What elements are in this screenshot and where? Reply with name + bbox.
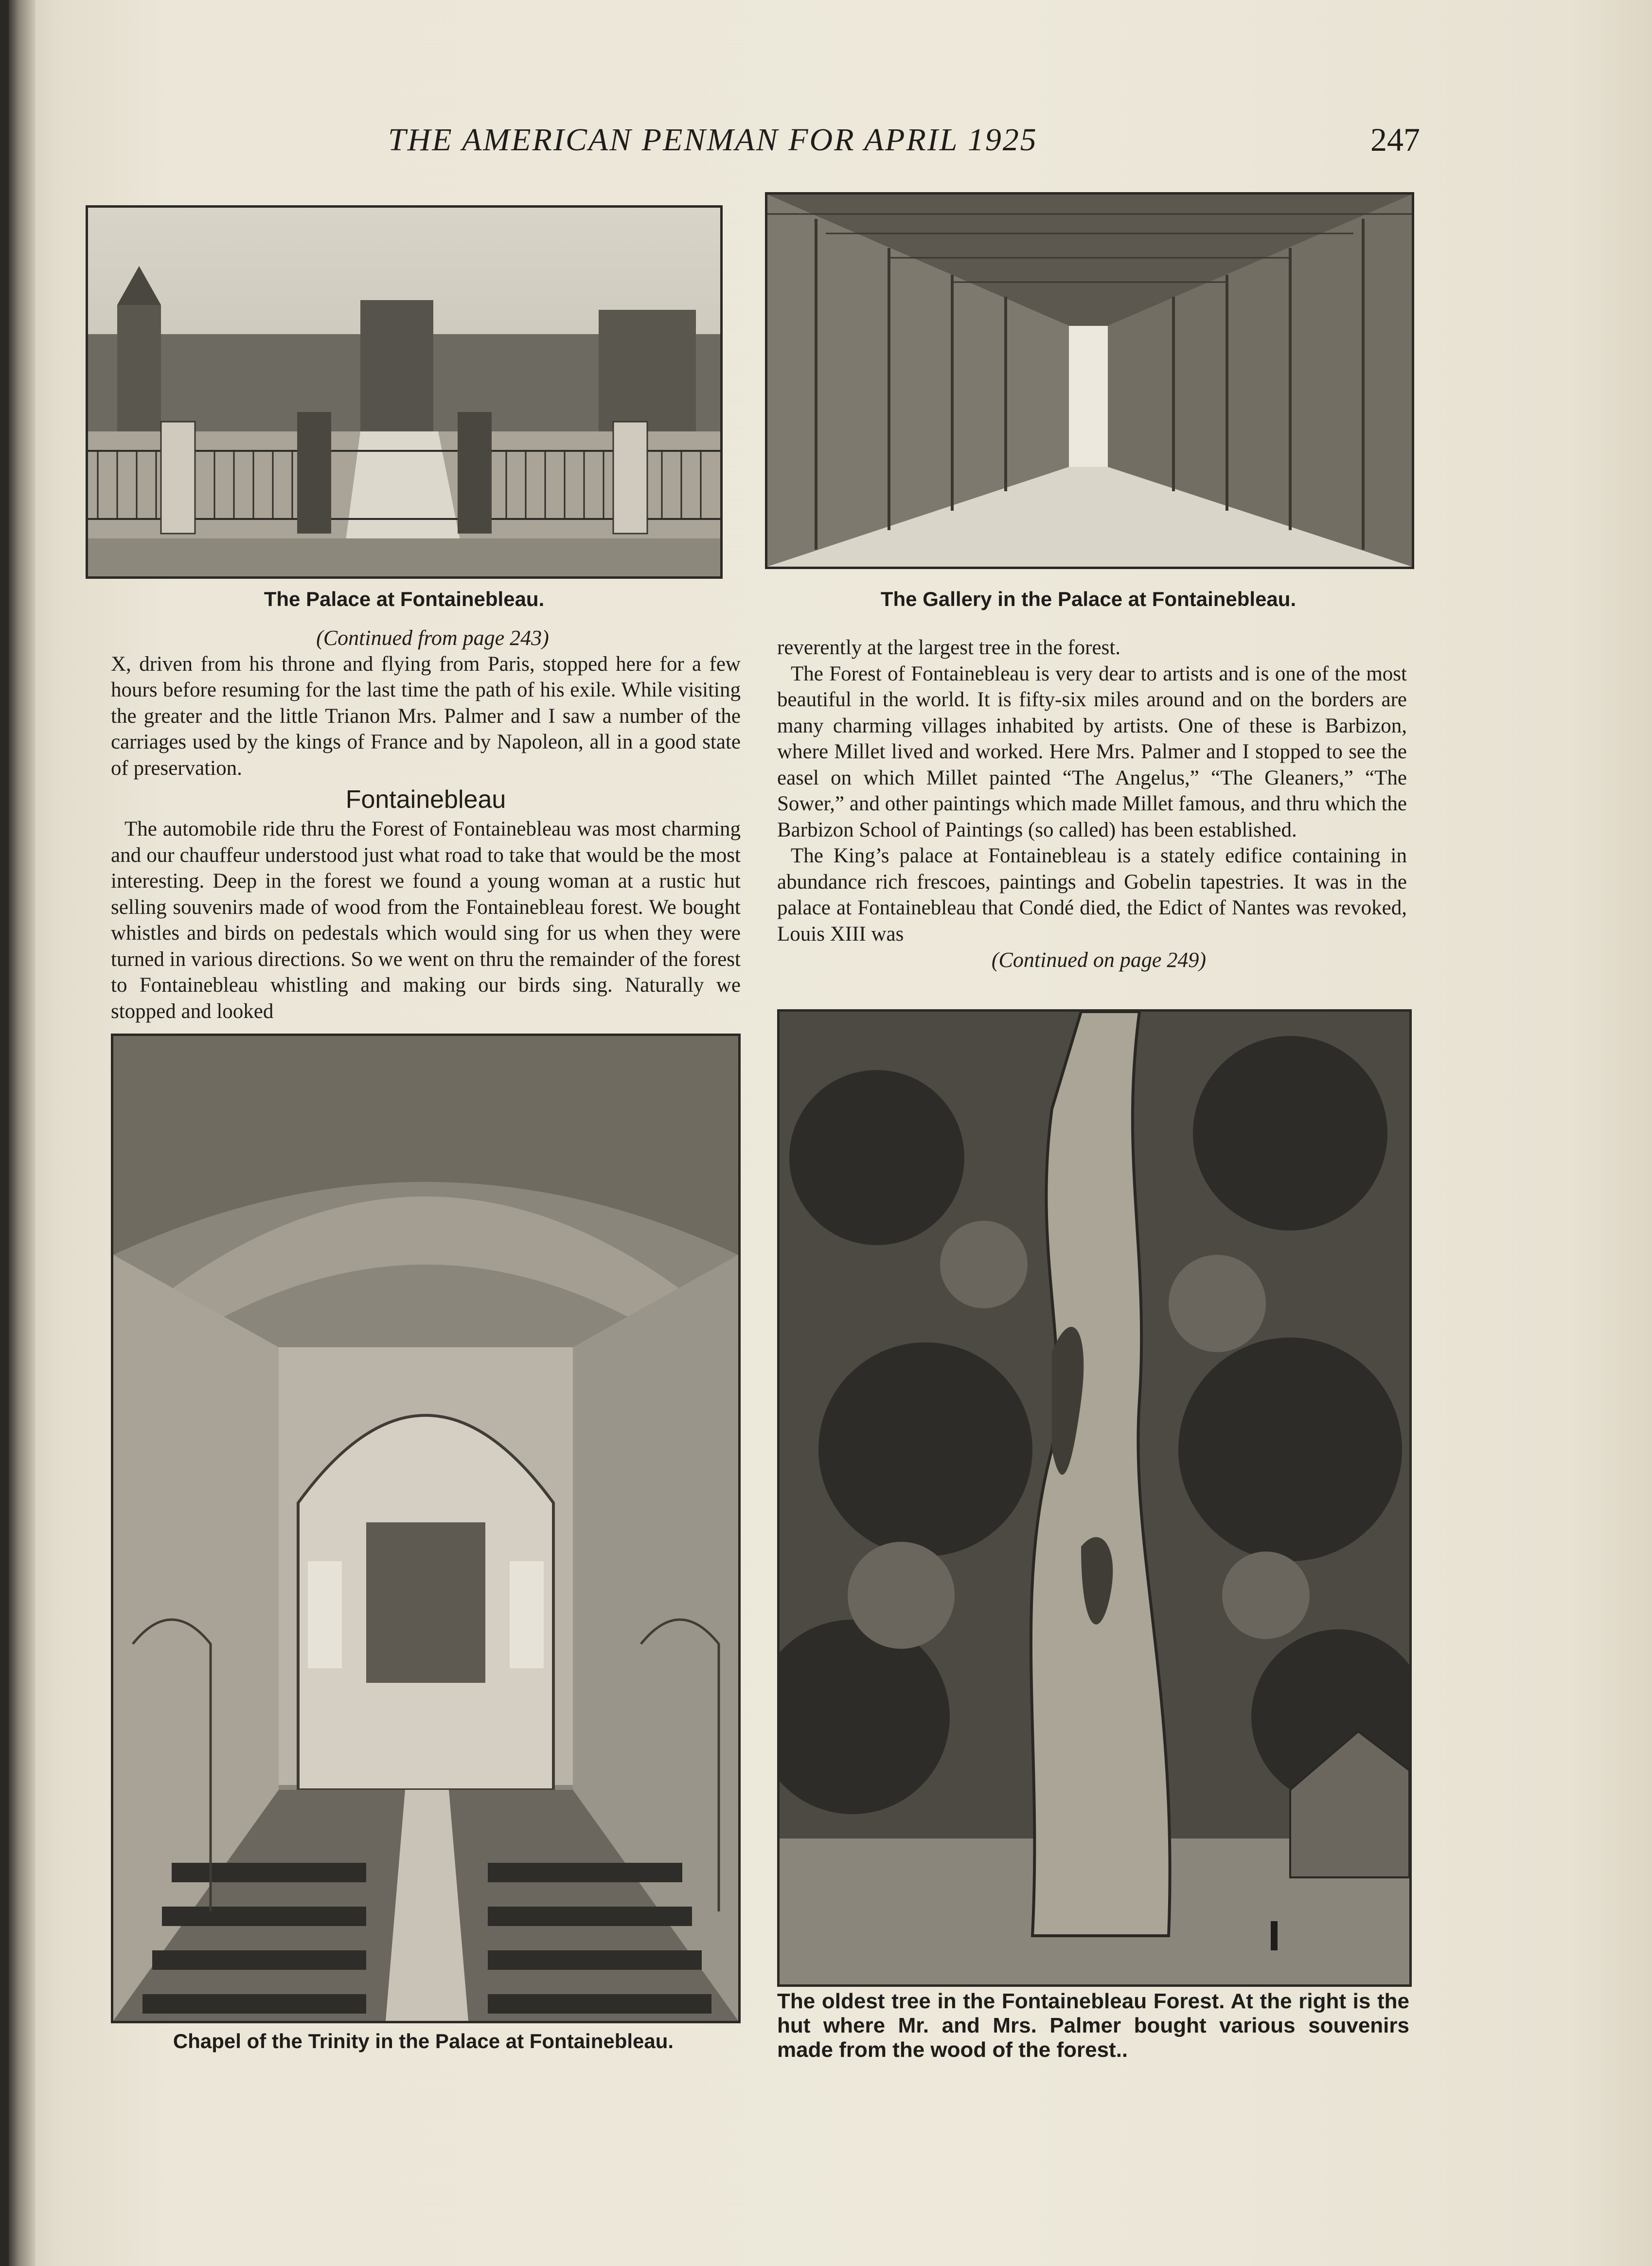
- book-spine-shadow: [9, 0, 36, 2266]
- intro-paragraph: X, driven from his throne and flying from Paris, stopped here for a few hours before resuming for the last time the path of his exile. While visiting the greater and the little Trianon Mrs. Palmer and I saw a number of the carriages used by the kings of France and by Napoleon, all in a good state of preservation.: [111, 652, 741, 780]
- magazine-page: [9, 0, 1652, 2266]
- paragraph-automobile-ride: The automobile ride thru the Forest of Fontainebleau was most charming and our chauffeur understood just what road to take that would be the most interesting. Deep in the forest we found a young woman at a rustic hut selling souvenirs made of wood from the Fontainebleau forest. We bought whistles and birds on pedestals which would sing for us when they were turned in various directions. So we went on thru the remainder of the forest to Fontainebleau whistling and making our birds sing. Naturally we stopped and looked: [111, 818, 741, 1023]
- palace-caption: The Palace at Fontainebleau.: [264, 588, 545, 610]
- article-column-right: [777, 635, 1407, 973]
- paragraph-kings-palace: The King’s palace at Fontainebleau is a stately edifice containing in abundance rich frescoes, paintings and Gobelin tapestries. It was in the palace at Fontainebleau that Condé died, the Edict of Nantes was revoked, Louis XIII was: [777, 844, 1407, 946]
- paragraph-forest: The Forest of Fontainebleau is very dear to artists and is one of the most beautiful in the world. It is fifty-six miles around and on the borders are many charming villages inhabited by artists. One of these is Barbizon, where Millet lived and worked. Here Mrs. Palmer and I stopped to see the easel on which Millet painted “The Angelus,” “The Gleaners,” “The Sower,” and other paintings which made Millet famous, and thru which the Barbizon School of Paintings (so called) has been established.: [777, 662, 1407, 841]
- oldest-tree-caption: The oldest tree in the Fontainebleau Forest. At the right is the hut where Mr. and Mrs. Palmer bought various souvenirs made from the wood of the forest..: [777, 1989, 1409, 2062]
- article-column-left: [111, 625, 741, 1024]
- page-number: 247: [1370, 121, 1420, 158]
- chapel-photo: [111, 1034, 741, 2023]
- gallery-photo: [765, 192, 1414, 569]
- section-heading: Fontainebleau: [345, 785, 506, 814]
- paragraph-continuation: reverently at the largest tree in the forest.: [777, 636, 1121, 659]
- chapel-caption: Chapel of the Trinity in the Palace at Fontainebleau.: [173, 2030, 674, 2052]
- continued-on-note: (Continued on page 249): [991, 948, 1207, 972]
- palace-photo: [86, 205, 723, 579]
- continued-from-note: (Continued from page 243): [316, 626, 549, 650]
- gallery-caption: The Gallery in the Palace at Fontainebleau.: [880, 588, 1297, 610]
- oldest-tree-photo: [777, 1009, 1412, 1987]
- running-header: THE AMERICAN PENMAN FOR APRIL 1925: [388, 122, 1038, 158]
